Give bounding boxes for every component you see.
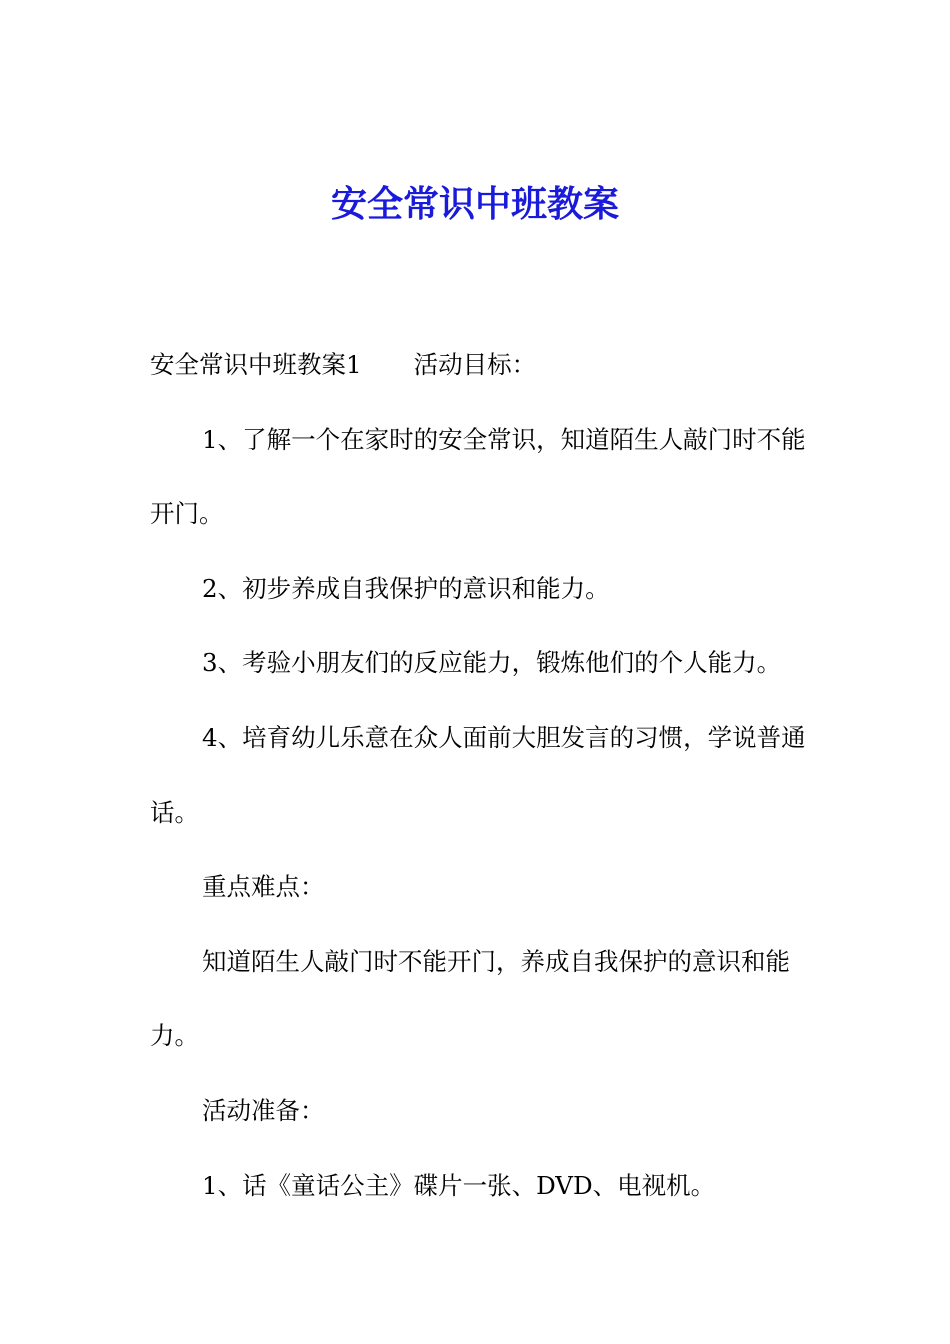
objective-2: 2、初步养成自我保护的意识和能力。 (202, 573, 610, 603)
key-points-text: 知道陌生人敲门时不能开门，养成自我保护的意识和能力。 (150, 946, 790, 1051)
objectives-label: 活动目标： (413, 350, 537, 379)
objective-4: 4、培育幼儿乐意在众人面前大胆发言的习惯，学说普通话。 (150, 722, 806, 827)
document-body (150, 328, 810, 1223)
preparation-item-1: 1、话《童话公主》碟片一张、DVD、电视机。 (202, 1170, 716, 1200)
lesson-name: 安全常识中班教案1 (150, 350, 362, 379)
lesson-heading-line (150, 328, 810, 403)
key-points-heading: 重点难点： (202, 872, 325, 902)
objective-3: 3、考验小朋友们的反应能力，锻炼他们的个人能力。 (202, 648, 782, 678)
document-title: 安全常识中班教案 (330, 183, 619, 225)
objective-1: 1、了解一个在家时的安全常识，知道陌生人敲门时不能开门。 (150, 424, 806, 529)
preparation-heading: 活动准备： (202, 1095, 325, 1125)
